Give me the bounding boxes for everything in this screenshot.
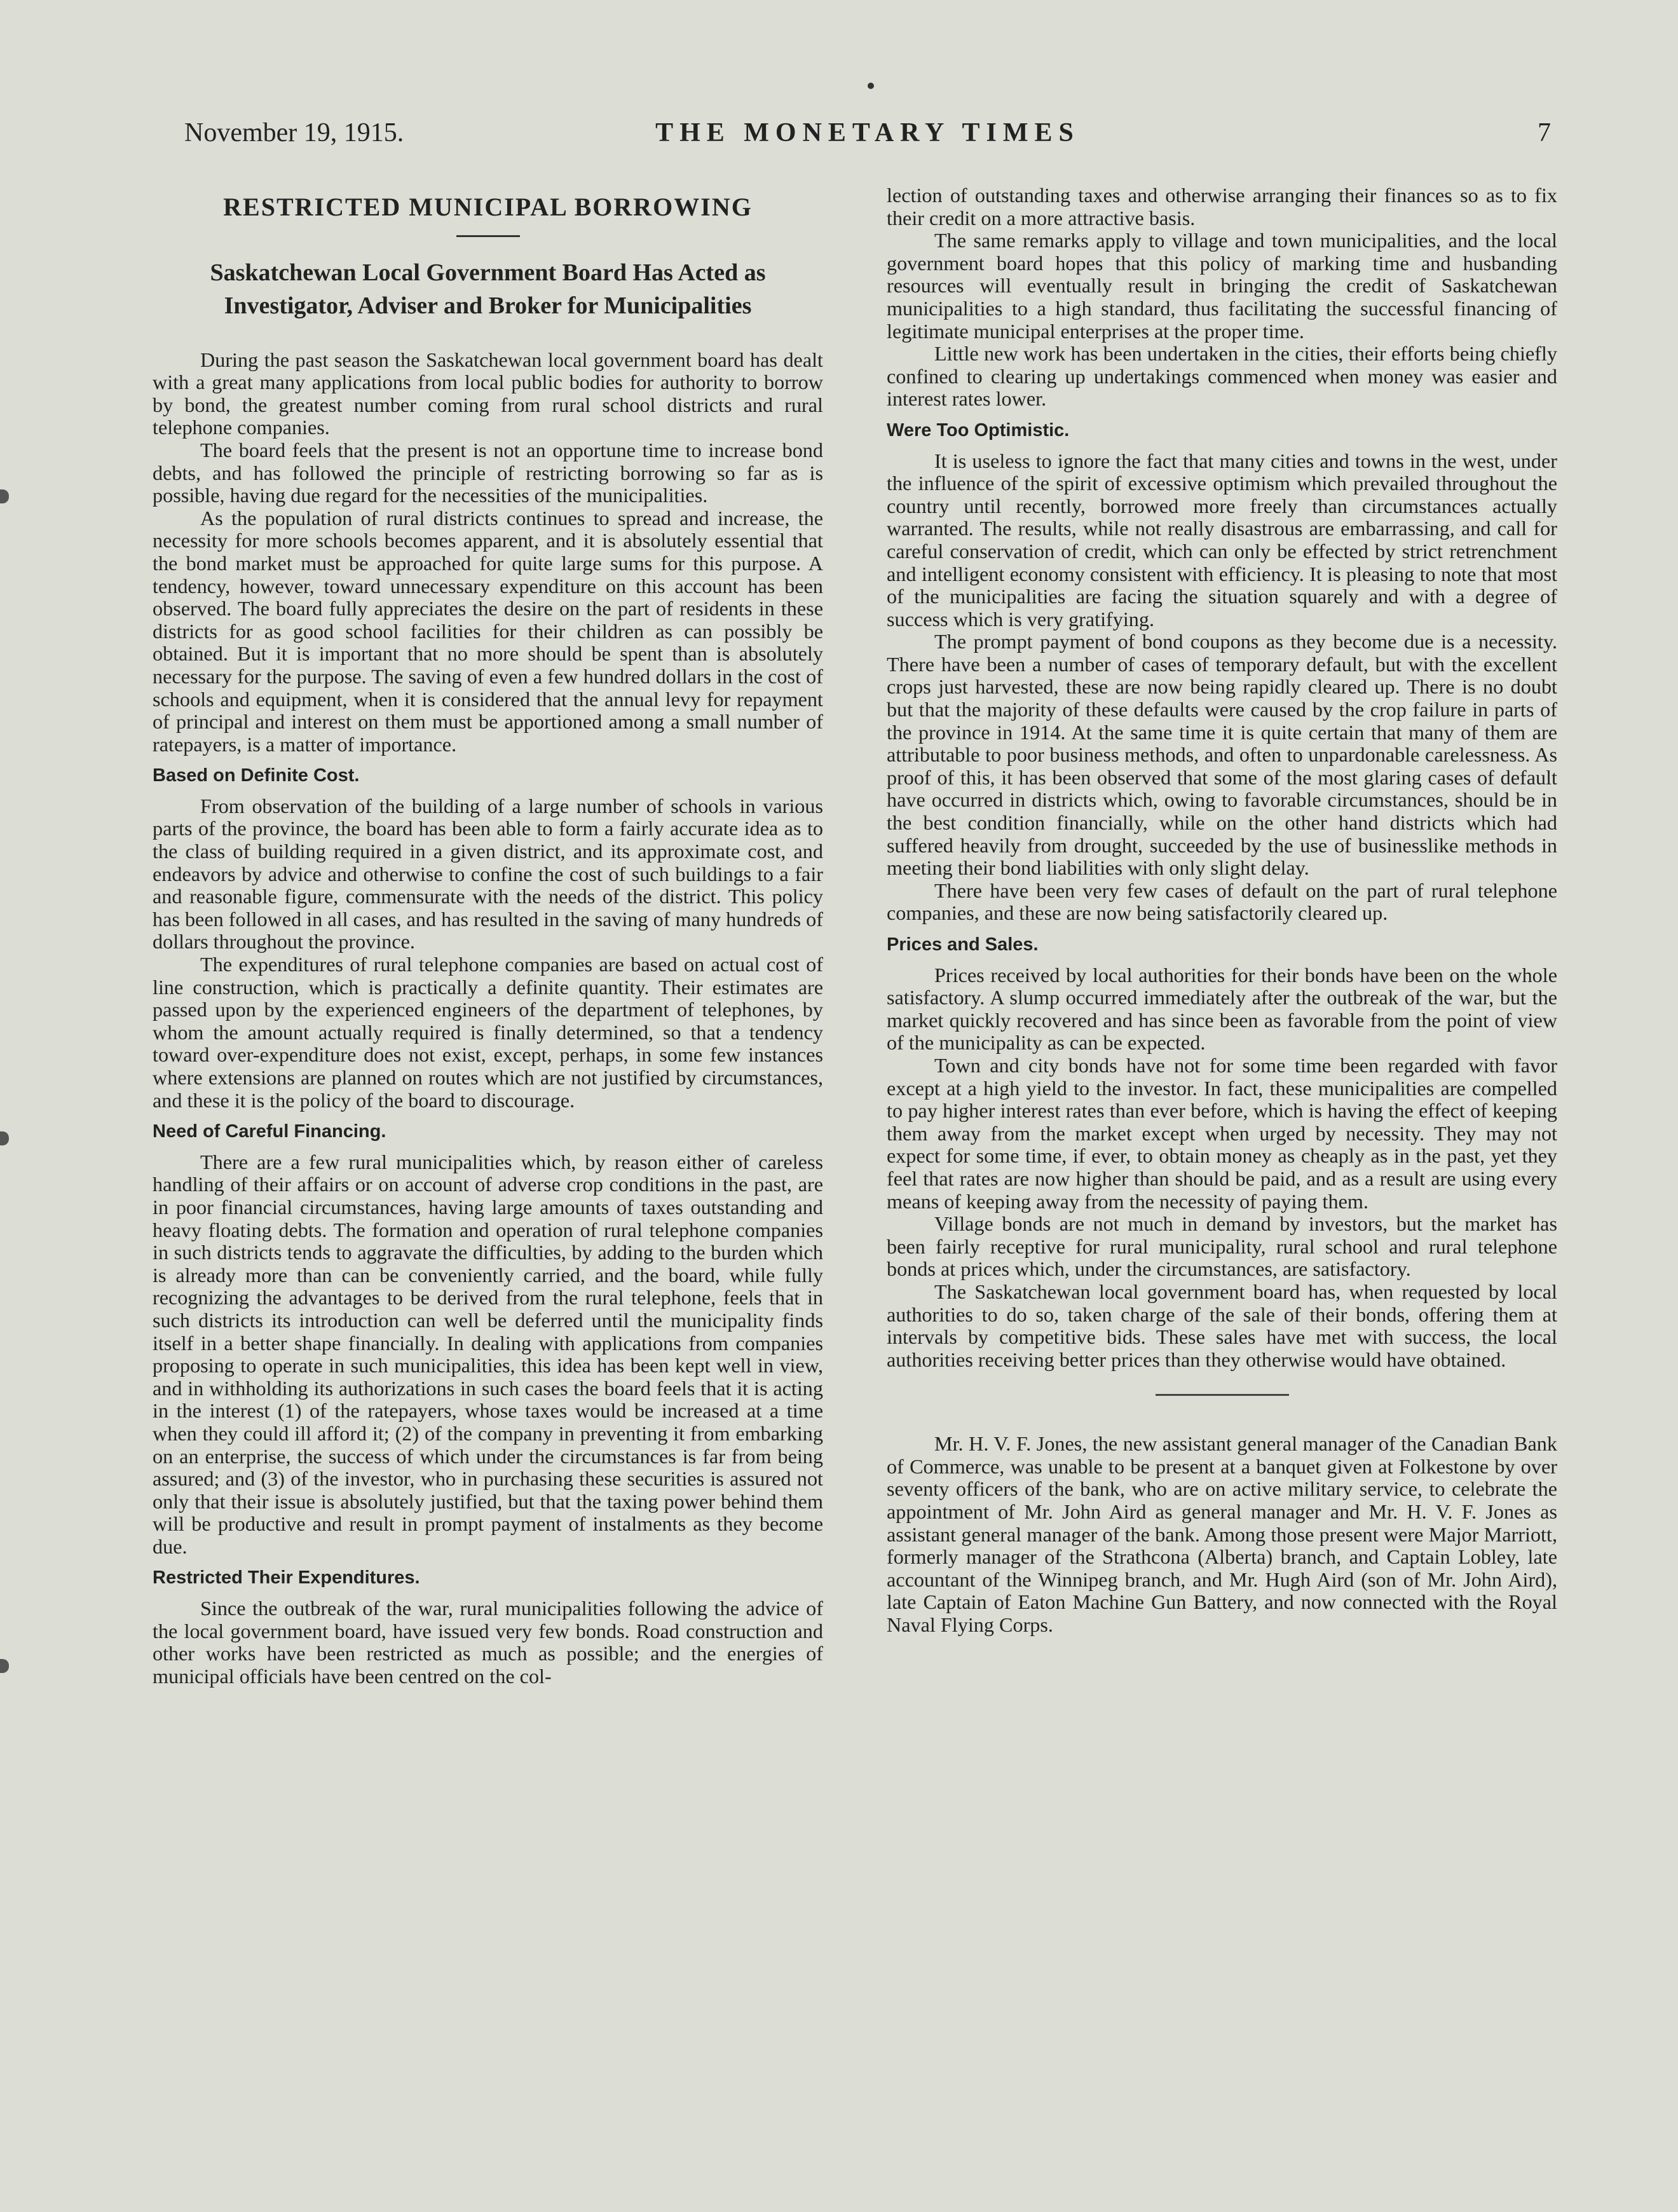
paragraph: The Saskatchewan local government board has, when requested by local authorities to do so, taken charge of the sale of their bonds, offering them at intervals by competitive bids. These sales have met with success, the local authorities receiving better prices than they otherwise would have obtained. bbox=[887, 1280, 1557, 1371]
paragraph: The expenditures of rural telephone companies are based on actual cost of line construction, which is practically a definite quantity. Their estimates are passed upon by the experienced engineers of the department of telephones, by whom the amount actually required is finally determined, so that a tendency toward over-expenditure does not exist, except, perhaps, in some few instances where extensions are planned on routes which are not justified by circumstances, and these it is the policy of the board to discourage. bbox=[153, 953, 823, 1112]
title-rule bbox=[456, 235, 520, 237]
article-separator-rule bbox=[1156, 1394, 1289, 1396]
section-heading: Were Too Optimistic. bbox=[887, 420, 1070, 440]
article-subtitle: Saskatchewan Local Government Board Has Acted as Investigator, Adviser and Broker for Municipalities bbox=[210, 259, 766, 319]
page-number: 7 bbox=[1538, 118, 1551, 147]
paragraph: From observation of the building of a large number of schools in various parts of the province, the board has been able to form a fairly accurate idea as to the class of building required in a given district, and its approximate cost, and endeavors by advice and otherwise to confine the cost of such buildings to a fair and reasonable figure, commensurate with the needs of the district. This policy has been followed in all cases, and has resulted in the saving of many hundreds of dollars throughout the province. bbox=[153, 794, 823, 953]
ink-dot bbox=[868, 83, 874, 89]
margin-mark bbox=[0, 489, 9, 503]
article-title: RESTRICTED MUNICIPAL BORROWING bbox=[223, 193, 753, 221]
paragraph: There are a few rural municipalities which, by reason either of careless handling of their affairs or on account of adverse crop conditions in the past, are in poor financial circumstances, having large amounts of taxes outstanding and heavy floating debts. The formation and operation of rural telephone companies in such districts tends to aggravate the difficulties, by adding to the burden which is already more than can be conveniently carried, and the board, while fully recognizing the advantages to be derived from the rural telephone, feels that in such districts its introduction can well be deferred until the municipality finds itself in a better shape financially. In dealing with applications from companies proposing to operate in such municipalities, this idea has been kept well in view, and in withholding its authorizations in such cases the board feels that it is acting in the interest (1) of the ratepayers, whose taxes would be increased at a time when they could ill afford it; (2) of the company in preventing it from embarking on an enterprise, the success of which under the circumstances is far from being assured; and (3) of the investor, who in purchasing these securities is assured not only that their issue is absolutely justified, but that the taxing power behind them will be productive and result in prompt payment of instalments as they become due. bbox=[153, 1150, 823, 1558]
margin-mark bbox=[0, 1659, 9, 1673]
margin-mark bbox=[0, 1131, 9, 1145]
paragraph: As the population of rural districts continues to spread and increase, the necessity for more schools becomes apparent, and it is absolutely essential that the bond market must be approached for quite large sums for this purpose. A tendency, however, toward unnecessary expenditure on this account has been observed. The board fully appreciates the desire on the part of residents in these districts for as good school facilities for their children as can possibly be obtained. But it is important that no more should be spent than is absolutely necessary for the purpose. The saving of even a few hundred dollars in the cost of schools and equipment, when it is considered that the annual levy for repayment of principal and interest on them must be apportioned among a small number of ratepayers, is a matter of importance. bbox=[153, 506, 823, 756]
section-heading: Based on Definite Cost. bbox=[153, 765, 360, 786]
section-heading: Prices and Sales. bbox=[887, 934, 1039, 955]
paragraph: It is useless to ignore the fact that many cities and towns in the west, under the influence of the spirit of excessive optimism which prevailed throughout the country until recently, borrowed more freely than circumstances actually warranted. The results, while not really disastrous are embarrassing, and call for careful conservation of credit, which can only be effected by strict retrenchment and intelligent economy consistent with efficiency. It is pleasing to note that most of the municipalities are facing the situation squarely and with a degree of success which is very gratifying. bbox=[887, 449, 1557, 631]
left-column bbox=[153, 184, 823, 1688]
section-heading: Need of Careful Financing. bbox=[153, 1121, 386, 1142]
news-item: Mr. H. V. F. Jones, the new assistant general manager of the Canadian Bank of Commerce, was unable to be present at a banquet given at Folkestone by over seventy officers of the bank, who are on active military service, to celebrate the appointment of Mr. John Aird as general manager and Mr. H. V. F. Jones as assistant general manager of the bank. Among those present were Major Marriott, formerly manager of the Strathcona (Alberta) branch, and Captain Lobley, late accountant of the Winnipeg branch, and Mr. Hugh Aird (son of Mr. John Aird), late Captain of Eaton Machine Gun Battery, and now connected with the Royal Naval Flying Corps. bbox=[887, 1432, 1557, 1637]
paragraph: Town and city bonds have not for some time been regarded with favor except at a high yield to the investor. In fact, these municipalities are compelled to pay higher interest rates than ever before, which is having the effect of keeping them away from the market except when urged by necessity. They may not expect for some time, if ever, to obtain money as cheaply as in the past, yet they feel that rates are now higher than should be paid, and as a result are using every means of keeping away from the necessity of paying them. bbox=[887, 1053, 1557, 1213]
running-head bbox=[184, 118, 1551, 156]
paragraph: Village bonds are not much in demand by investors, but the market has been fairly receptive for rural municipality, rural school and rural telephone bonds at prices which, under the circumstances, are satisfactory. bbox=[887, 1212, 1557, 1281]
paragraph: The board feels that the present is not an opportune time to increase bond debts, and has followed the principle of restricting borrowing so far as is possible, having due regard for the necessities of the municipalities. bbox=[153, 438, 823, 507]
paragraph: lection of outstanding taxes and otherwise arranging their finances so as to fix their credit on a more attractive basis. bbox=[887, 184, 1557, 229]
paragraph: Prices received by local authorities for their bonds have been on the whole satisfactory. A slump occurred immediately after the outbreak of the war, but the market quickly recovered and has since been as favorable from the point of view of the municipality as can be expected. bbox=[887, 963, 1557, 1055]
paragraph: There have been very few cases of default on the part of rural telephone companies, and these are now being satisfactorily cleared up. bbox=[887, 878, 1557, 925]
paragraph: Little new work has been undertaken in the cities, their efforts being chiefly confined to clearing up undertakings commenced when money was easier and interest rates lower. bbox=[887, 342, 1557, 411]
paragraph: The same remarks apply to village and town municipalities, and the local government board hopes that this policy of marking time and husbanding resources will eventually result in bringing the credit of Saskatchewan municipalities to a high standard, thus facilitating the successful financing of legitimate municipal enterprises at the proper time. bbox=[887, 229, 1557, 343]
paragraph: The prompt payment of bond coupons as they become due is a necessity. There have been a number of cases of temporary default, but with the excellent crops just harvested, these are now being rapidly cleared up. There is no doubt but that the majority of these defaults were caused by the crop failure in parts of the province in 1914. At the same time it is quite certain that many of them are attributable to poor business methods, and often to unpardonable carelessness. As proof of this, it has been observed that some of the most glaring cases of default have occurred in districts which, owing to favorable circumstances, should be in the best condition financially, while on the other hand districts which had suffered heavily from drought, succeeded by the use of businesslike methods in meeting their bond liabilities with only slight delay. bbox=[887, 630, 1557, 880]
paragraph: Since the outbreak of the war, rural municipalities following the advice of the local government board, have issued very few bonds. Road construction and other works have been restricted as much as possible; and the energies of municipal officials have been centred on the col- bbox=[153, 1597, 823, 1688]
publication-title: THE MONETARY TIMES bbox=[655, 118, 1080, 147]
section-heading: Restricted Their Expenditures. bbox=[153, 1567, 420, 1588]
paragraph: During the past season the Saskatchewan local government board has dealt with a great many applications from local public bodies for authority to borrow by bond, the greatest number coming from rural school districts and rural telephone companies. bbox=[153, 348, 823, 439]
issue-date: November 19, 1915. bbox=[184, 118, 404, 147]
right-column bbox=[887, 184, 1557, 1637]
